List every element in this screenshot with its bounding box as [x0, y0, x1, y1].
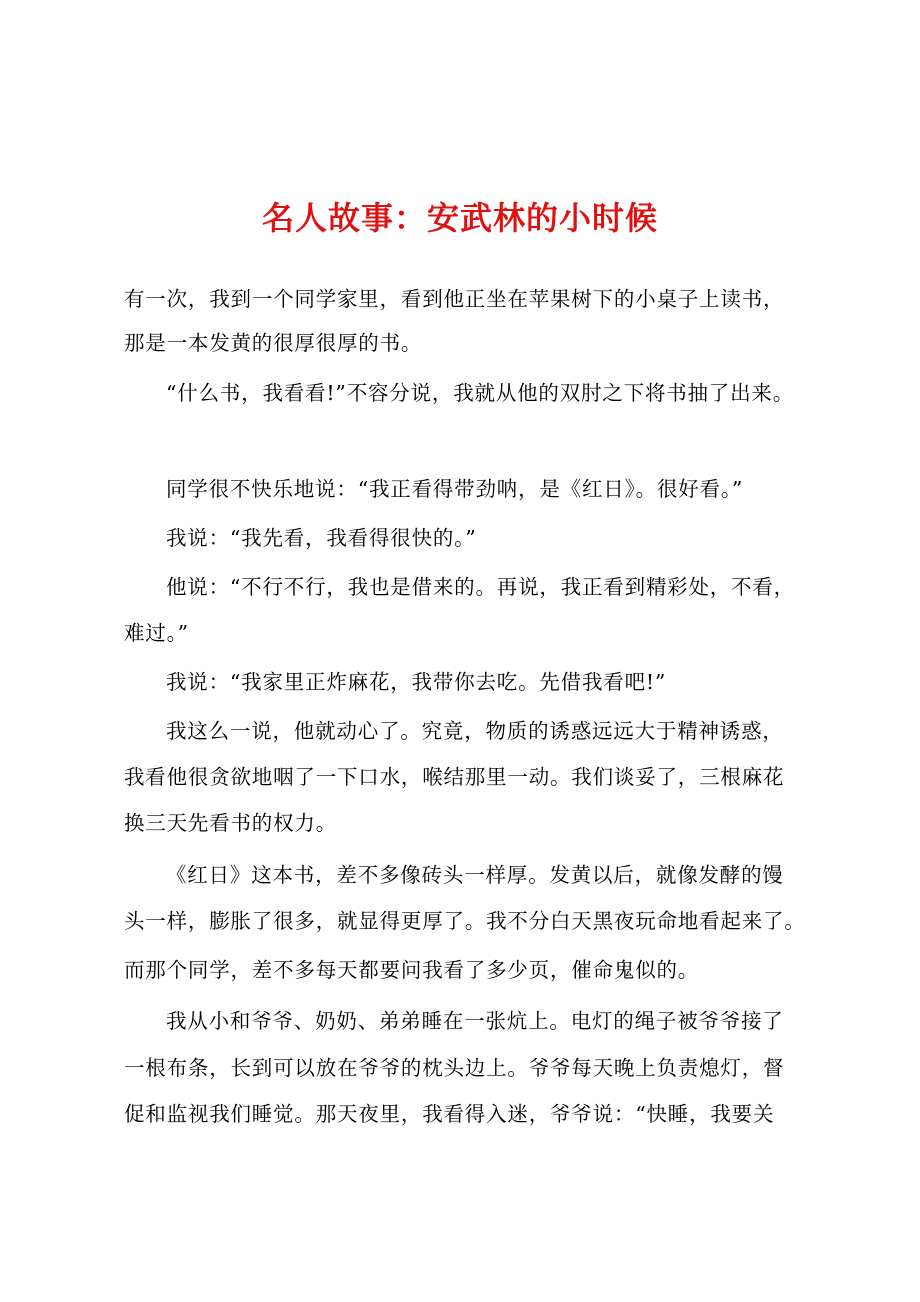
text-line: 我从小和爷爷、奶奶、弟弟睡在一张炕上。电灯的绳子被爷爷接了 [166, 1009, 784, 1033]
text-line: 促和监视我们睡觉。那天夜里，我看得入迷，爷爷说：“快睡，我要关 [124, 1102, 775, 1126]
text-line: 《红日》这本书，差不多像砖头一样厚。发黄以后，就像发酵的馒 [166, 863, 784, 887]
text-line: 而那个同学，差不多每天都要问我看了多少页，催命鬼似的。 [124, 958, 700, 982]
text-line: 我这么一说，他就动心了。究竟，物质的诱惑远远大于精神诱惑， [166, 719, 784, 743]
text-line: 那是一本发黄的很厚很厚的书。 [124, 331, 423, 355]
text-line: 一根布条，长到可以放在爷爷的枕头边上。爷爷每天晚上负责熄灯，督 [124, 1056, 785, 1080]
text-line: 难过。” [124, 621, 189, 645]
text-line: 我说：“我家里正炸麻花，我带你去吃。先借我看吧!” [166, 670, 667, 694]
document-title: 名人故事：安武林的小时候 [261, 199, 658, 237]
text-line: 头一样，膨胀了很多，就显得更厚了。我不分白天黑夜玩命地看起来了。 [124, 909, 806, 933]
text-line: 同学很不快乐地说：“我正看得带劲呐，是《红日》。很好看。” [166, 477, 744, 501]
text-line: 换三天先看书的权力。 [124, 811, 337, 835]
text-line: 我说：“我先看，我看得很快的。” [166, 526, 477, 550]
text-line: 我看他很贪欲地咽了一下口水，喉结那里一动。我们谈妥了，三根麻花 [124, 765, 785, 789]
text-line: 他说：“不行不行，我也是借来的。再说，我正看到精彩处，不看， [166, 575, 795, 599]
text-line: 有一次，我到一个同学家里，看到他正坐在苹果树下的小桌子上读书， [124, 287, 785, 311]
text-line: “什么书，我看看!”不容分说，我就从他的双肘之下将书抽了出来。 [166, 381, 794, 405]
